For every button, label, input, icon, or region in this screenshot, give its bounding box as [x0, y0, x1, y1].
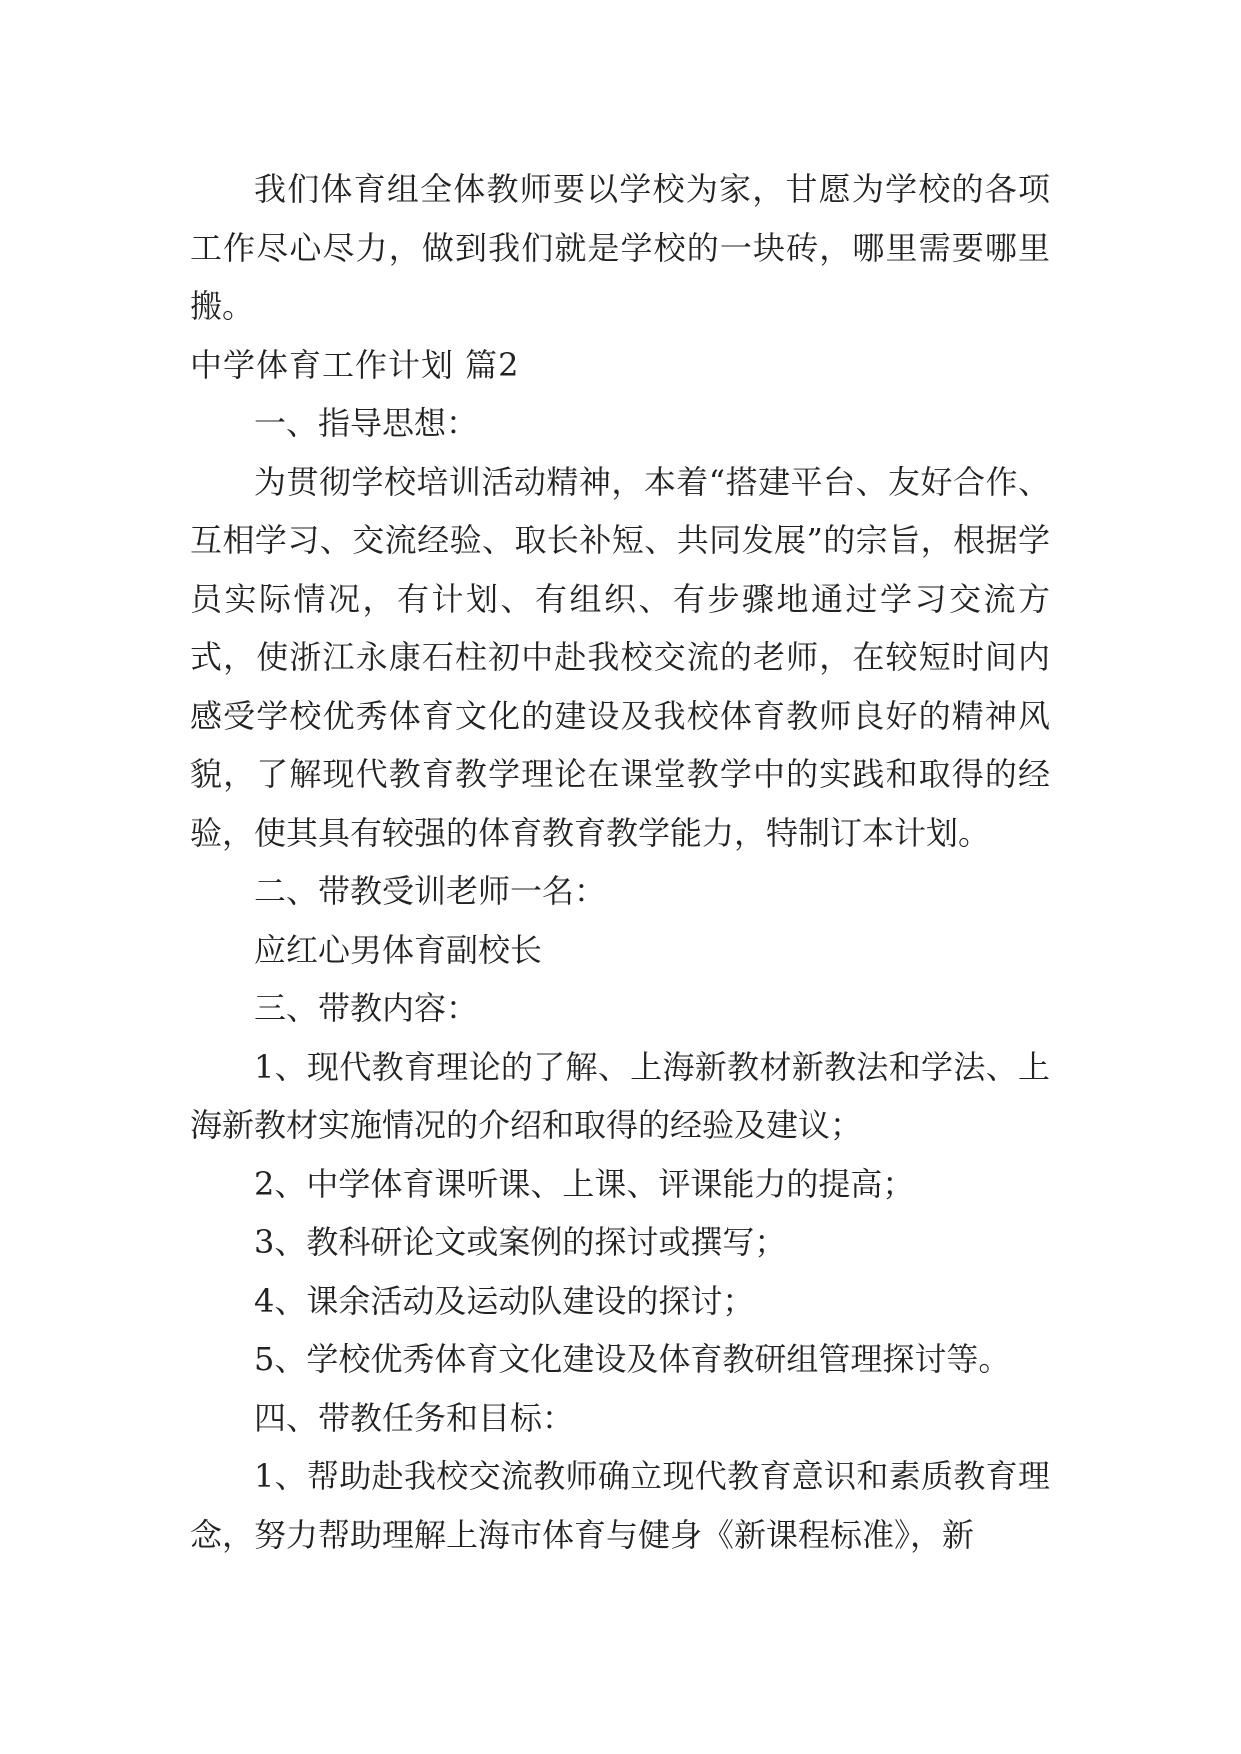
- list-item: 4、课余活动及运动队建设的探讨；: [254, 1281, 755, 1320]
- section-title-goals: 四、带教任务和目标：: [254, 1398, 575, 1437]
- document-page: [190, 160, 1050, 1564]
- list-item: 5、学校优秀体育文化建设及体育教研组管理探讨等。: [254, 1340, 1011, 1378]
- section-heading: 中学体育工作计划 篇2: [190, 345, 520, 384]
- section-title-trainee: 二、带教受训老师一名：: [254, 872, 607, 910]
- paragraph-intro: 我们体育组全体教师要以学校为家，甘愿为学校的各项工作尽心尽力，做到我们就是学校的一块砖，哪里需要哪里搬。: [190, 170, 1050, 325]
- section-title-content: 三、带教内容：: [254, 989, 479, 1027]
- list-item: 1、现代教育理论的了解、上海新教材新教法和学法、上海新教材实施情况的介绍和取得的经验及建议；: [190, 1047, 1050, 1144]
- paragraph-guiding-idea: 为贯彻学校培训活动精神，本着“搭建平台、友好合作、互相学习、交流经验、取长补短、共同发展”的宗旨，根据学员实际情况，有计划、有组织、有步骤地通过学习交流方式，使浙江永康石柱初中赴我校交流的老师，在较短时间内感受学校优秀体育文化的建设及我校体育教师良好的精神风貌，了解现代教育教学理论在课堂教学中的实践和取得的经验，使其具有较强的体育教育教学能力，特制订本计划。: [190, 462, 1050, 852]
- paragraph-trainee: 应红心男体育副校长: [254, 930, 543, 969]
- list-item: 2、中学体育课听课、上课、评课能力的提高；: [254, 1164, 915, 1203]
- list-item: 1、帮助赴我校交流教师确立现代教育意识和素质教育理念，努力帮助理解上海市体育与健身《新课程标准》，新: [190, 1457, 1050, 1554]
- section-title-guiding-idea: 一、指导思想：: [254, 404, 479, 442]
- list-item: 3、教科研论文或案例的探讨或撰写；: [254, 1223, 787, 1261]
